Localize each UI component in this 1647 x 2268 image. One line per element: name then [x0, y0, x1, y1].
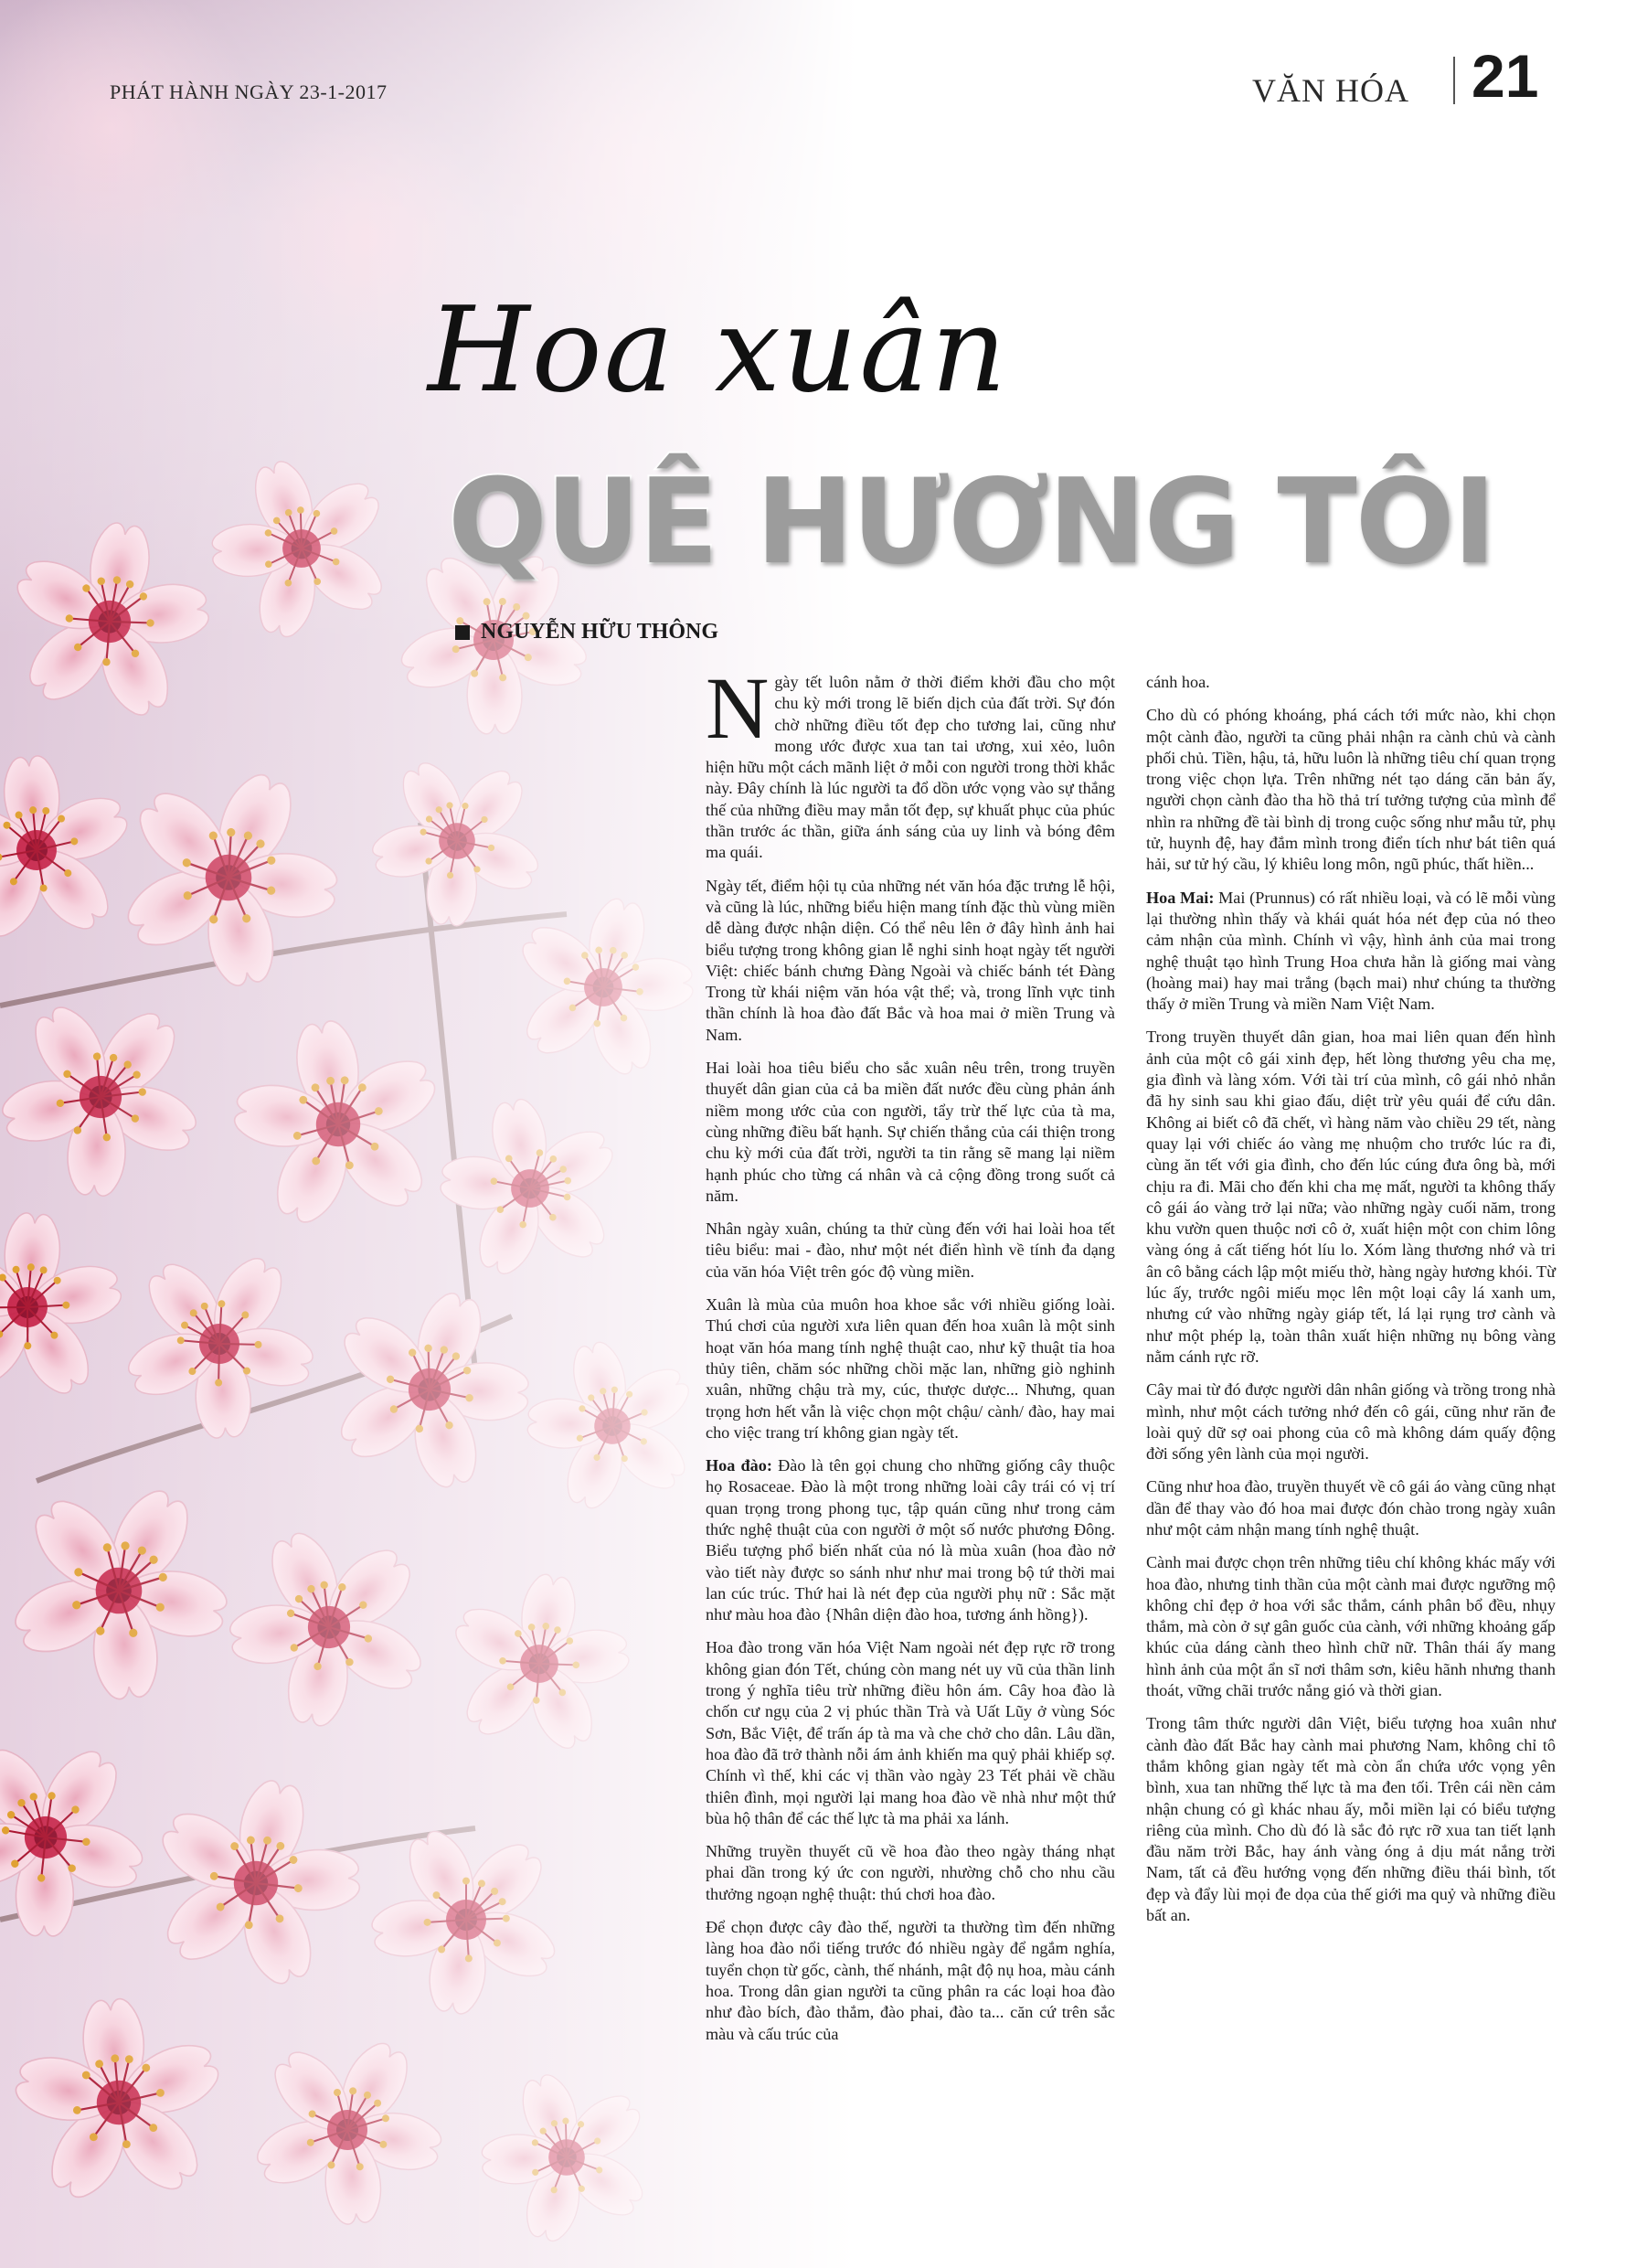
article-paragraph: Xuân là mùa của muôn hoa khoe sắc với nhiều giống loài. Thú chơi của người xưa liên quan đến hoa xuân là một sinh hoạt văn hóa mang tính nghệ thuật cao, như kỹ thuật tỉa hoa thủy tiên, chăm sóc những chồi mặc lan, những giò nghinh xuân, những chậu trà my, cúc, thược dược... Nhưng, quan trọng hơn hết vẫn là việc chọn một chậu/ cành/ đào, hay mai cho việc trang trí không gian ngày tết.: [706, 1295, 1115, 1442]
article-paragraph: Ngày tết, điểm hội tụ của những nét văn hóa đặc trưng lễ hội, và cũng là lúc, những biểu hiện mang tính đặc thù vùng miền dễ dàng được nhận diện. Có thể nêu lên ở đây hình ảnh hai biểu tượng trong không gian lễ nghi sinh hoạt ngày tết người Việt: chiếc bánh chưng Đàng Ngoài và chiếc bánh tét Đàng Trong từ khái niệm văn hóa vật thể; và, trong lĩnh vực tinh thần chính là hoa đào đất Bắc và hoa mai ở miền Trung và Nam.: [706, 876, 1115, 1044]
square-bullet-icon: [455, 625, 470, 640]
author-name: NGUYỄN HỮU THÔNG: [481, 620, 719, 644]
article-paragraph: cánh hoa.: [1146, 673, 1210, 691]
article-paragraph: Trong tâm thức người dân Việt, biểu tượng hoa xuân như cành đào đất Bắc hay cành mai phương Nam, không chỉ tô thắm không gian ngày tết mà còn ẩn chứa ước vọng yên bình, xua tan những thế lực tà ma đen tối. Trên cái nền cảm nhận chung có gì khác nhau ấy, mỗi miền lại có biểu tượng riêng của mình. Cho dù đó là sắc đỏ rực rỡ xua tan tiết lạnh đầu năm trời Bắc, hay ánh vàng óng ả dịu mát nắng trời Nam, tất cả đều hướng vọng đến những điều thái bình, tốt đẹp và đẩy lùi mọi đe dọa của thế giới ma quỷ và những điều bất an.: [1146, 1714, 1556, 1925]
article-paragraph: Cành mai được chọn trên những tiêu chí không khác mấy với hoa đào, nhưng tinh thần của một cành mai được ngưỡng mộ không chỉ đẹp ở hoa với sắc thắm, cánh phân bổ đều, nhụy thắm, mà còn ở sự gân guốc của cành, với những khoảng gấp khúc của dáng cành theo hình chữ nữ. Thân thái ấy mang hình ảnh của một ẩn sĩ nơi thâm sơn, kiêu hãnh nhưng thanh thoát, vững chãi trước nắng gió và thời gian.: [1146, 1553, 1556, 1700]
article-paragraph: Cũng như hoa đào, truyền thuyết về cô gái áo vàng cũng nhạt dần để thay vào đó hoa mai được đón chào trong ngày xuân như một cảm nhận mang tính nghệ thuật.: [1146, 1477, 1556, 1539]
hoa-mai-label: Hoa Mai:: [1146, 888, 1215, 907]
article-paragraph: Những truyền thuyết cũ về hoa đào theo ngày tháng nhạt phai dần trong ký ức con người, nhường chỗ cho nhu cầu thưởng ngoạn nghệ thuật: thú chơi hoa đào.: [706, 1842, 1115, 1903]
hoa-dao-label: Hoa đào:: [706, 1456, 772, 1475]
article-paragraph: Ngày tết luôn nằm ở thời điểm khởi đầu cho một chu kỳ mới trong lẽ biến dịch của đất trời. Sự đón chờ những điều tốt đẹp cho tương lai, cũng như mong ước được xua tan tai ương, xui xẻo, luôn hiện hữu một cách mãnh liệt ở mỗi con người trong thời khắc này. Đây chính là lúc người ta đổ dồn ước vọng vào sự thắng thế của những điều may mắn tốt đẹp, sự khuất phục của phúc thần trước ác thần, giữa ánh sáng của uy linh và bóng đêm ma quái.: [706, 659, 1115, 862]
drop-cap: N: [706, 659, 770, 757]
article-column-right: [1146, 672, 1556, 1938]
header-divider: [1453, 57, 1455, 104]
article-paragraph: Trong truyền thuyết dân gian, hoa mai liên quan đến hình ảnh của một cô gái xinh đẹp, hết lòng thương yêu cha mẹ, gia đình và làng xóm. Với tài trí của mình, cô gái nhỏ nhắn đã hy sinh sau khi giao đấu, diệt trừ yêu quái để cứu dân. Không ai biết cô đã chết, vì hàng năm vào chiều 29 tết, nàng quay lại với chiếc áo vàng mẹ nhuộm cho trước lúc ra đi, cùng ăn tết với gia đình, cho đến lúc cúng đưa ông bà, mới chịu ra đi. Mãi cho đến khi cha mẹ mất, người ta không thấy cô gái áo vàng trở lại nữa; vào những ngày cuối năm, trong khu vườn quen thuộc nơi cô ở, xuất hiện một con chim lông vàng óng ả cất tiếng hót líu lo. Xóm làng thương nhớ và tri ân cô bằng cách lập một miếu thờ, hàng ngày hương khói. Từ lúc ấy, trước ngôi miếu mọc lên một loại cây lá xanh um, nhưng cứ vào những ngày giáp tết, lá lại rụng trơ cành và như một phép lạ, toàn thân xuất hiện những nụ bông vàng nằm cánh rực rỡ.: [1146, 1028, 1556, 1366]
release-date: PHÁT HÀNH NGÀY 23-1-2017: [110, 80, 388, 103]
title-script: Hoa xuân: [428, 282, 1009, 419]
article-paragraph-hoa-mai: Hoa Mai: Mai (Prunnus) có rất nhiều loại, và có lẽ mỗi vùng lại thường nhìn thấy và khái quát hóa nét đẹp của nó theo cảm nhận của mình. Chính vì vậy, hình ảnh của mai trong nghệ thuật tạo hình Trung Hoa chưa hẳn là giống mai vàng (hoàng mai) hay mai trắng (bạch mai) như chúng ta thường thấy ở miền Trung và miền Nam Việt Nam.: [1146, 888, 1556, 1014]
article-paragraph: Nhân ngày xuân, chúng ta thử cùng đến với hai loài hoa tết tiêu biểu: mai - đào, như một nét điển hình về tính đa dạng của văn hóa Việt trên góc độ vùng miền.: [706, 1219, 1115, 1281]
page-title: QUÊ HƯƠNG TÔI: [448, 454, 1495, 591]
article-paragraph: Hoa đào trong văn hóa Việt Nam ngoài nét đẹp rực rỡ trong không gian đón Tết, chúng còn mang nét uy vũ của thần linh trong ý nghĩa tiêu trừ những điều hôn ám. Cây hoa đào là chốn cư ngụ của 2 vị phúc thần Trà và Uất Lũy ở vùng Sóc Sơn, Bắc Việt, để trấn áp tà ma và che chở cho dân. Lâu dần, hoa đào đã trở thành nỗi ám ảnh khiến ma quỷ phải khiếp sợ. Chính vì thế, khi các vị thần vào ngày 23 Tết phải về chầu thiên đình, mọi người lại mang hoa đào về nhà như một thứ bùa hộ thân để các thế lực tà ma phải xa lánh.: [706, 1638, 1115, 1827]
article-paragraph: Để chọn được cây đào thế, người ta thường tìm đến những làng hoa đào nổi tiếng trước đó nhiều ngày để ngắm nghía, tuyển chọn từ gốc, cành, thế nhánh, mật độ nụ hoa, màu cánh hoa. Trong dân gian người ta cũng phân ra các loại hoa đào như đào bích, đào thắm, đào phai, đào ta... căn cứ trên sắc màu và cấu trúc của: [706, 1918, 1115, 2043]
article-paragraph: Cho dù có phóng khoáng, phá cách tới mức nào, khi chọn một cành đào, người ta cũng phải nhận ra cành chủ và cành phối chủ. Tiền, hậu, tả, hữu luôn là những tiêu chí quan trọng trong việc chọn lựa. Trên những nét tạo dáng căn bản ấy, người chọn cành đào tha hồ thả trí tưởng tượng của mình để nhìn ra những đề tài bình dị trong cuộc sống như mẫu tử, phụ tử, huynh đệ, hay đắm mình trong điển tích như bát tiên quá hải, sư tử hý cầu, lý khiêu long môn, ngũ phúc, thất hiền...: [1146, 706, 1556, 874]
article-paragraph-hoa-dao: Hoa đào: Đào là tên gọi chung cho những giống cây thuộc họ Rosaceae. Đào là một trong những loài cây trái có vị trí quan trọng trong phong tục, tập quán cũng như trong cảm thức nghệ thuật của con người ở một số nước phương Đông. Biểu tượng phổ biến nhất của nó là mùa xuân (hoa đào nở vào tiết này được so sánh như như mai trong bộ tứ thời mai lan cúc trúc. Thứ hai là nét đẹp của người phụ nữ : Sắc mặt như màu hoa đào {Nhân diện đào hoa, tương ánh hồng}).: [706, 1456, 1115, 1624]
author-byline: [455, 620, 718, 644]
article-paragraph: Cây mai từ đó được người dân nhân giống và trồng trong nhà mình, như một cách tưởng nhớ đến cô gái, cũng như răn đe loài quỷ dữ sợ oai phong của cô mà không dám quấy động đời sống yên lành của mọi người.: [1146, 1380, 1556, 1464]
section-name: VĂN HÓA: [1252, 72, 1409, 109]
article-column-left: [706, 659, 1115, 2057]
page-number: 21: [1472, 42, 1539, 110]
article-paragraph: Hai loài hoa tiêu biểu cho sắc xuân nêu trên, trong truyền thuyết dân gian của cả ba miền đất nước đều cùng phản ánh niềm mong ước của con người, tẩy trừ thế lực của tà ma, cùng những điều bất hạnh. Sự chiến thắng của cái thiện trong chu kỳ mới của đất trời, người ta tin rằng sẽ mang lại niềm hạnh phúc cho từng cá nhân và cả cộng đồng trong suốt cả năm.: [706, 1059, 1115, 1205]
